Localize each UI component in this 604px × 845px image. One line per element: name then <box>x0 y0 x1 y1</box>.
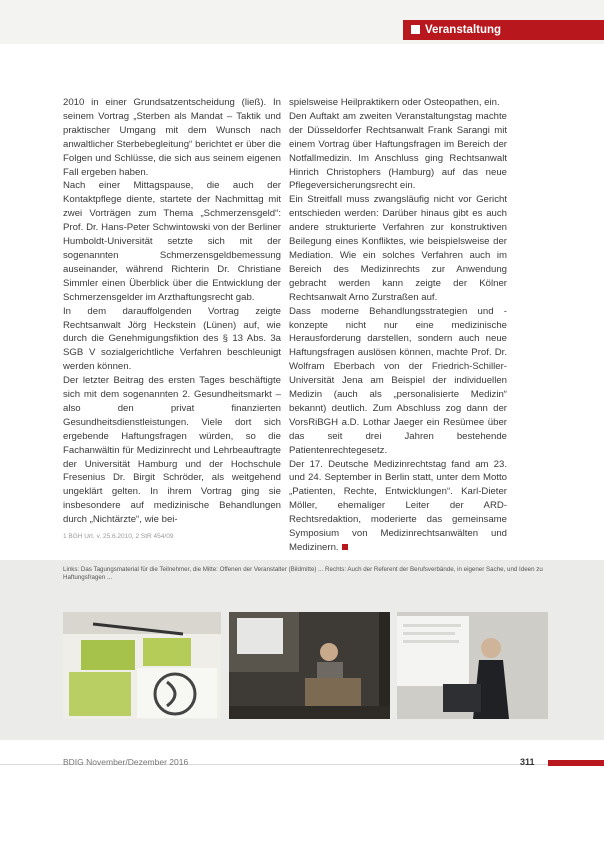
article-right-column <box>289 96 507 555</box>
article-end-icon <box>342 544 348 550</box>
article-paragraph: Der letzter Beitrag des ersten Tages beschäftigte sich mit dem sogenannten 2. Gesundheitsmarkt – also den privat finanzierten Gesundheitsdienstleistungen. Viele dort sich ergebende Haftungsfragen würden, so die Fachanwältin für Medizinrecht und Lehrbeauftragte der Universität Hamburg und der Hochschule Fresenius Dr. Birgit Schröder, als weitgehend ungeklärt gelten. In ihrem Vortrag ging sie insbesondere auf medizinische Behandlungen durch „Nichtärzte“, wie bei- <box>63 375 281 526</box>
page-accent-bar <box>548 760 604 766</box>
page-number: 311 <box>520 757 535 767</box>
speaker-at-lectern-photo <box>229 612 390 719</box>
photo-caption: Links: Das Tagungsmaterial für die Teilnehmer, die Mitte: Offenen der Veranstalter (Bildmitte) ... Rechts: Auch der Referent der Berufsverbände, in eigener Sache, und Ideen zu Haftungsfragen ... <box>63 566 543 582</box>
speaker-presentation-photo <box>397 612 548 719</box>
section-label <box>403 20 604 40</box>
article-paragraph-last: Der 17. Deutsche Medizinrechtstag fand am 23. und 24. September in Berlin statt, unter dem Motto „Patienten, Rechte, Entwicklungen“. Karl-Dieter Möller, ehemaliger Leiter der ARD-Rechtsredaktion, moderierte das gemeinsame Symposium von Medizinrechtsanwälten und Medizinern. <box>289 458 507 553</box>
conference-materials-photo <box>63 612 221 719</box>
section-label-text: Veranstaltung <box>425 24 502 36</box>
article-paragraph: spielsweise Heilpraktikern oder Osteopathen, ein. <box>289 97 500 108</box>
article-paragraph: 2010 in einer Grundsatzentscheidung (ließ). In seinem Vortrag „Sterben als Mandat – Taktik und praktischer Umgang mit dem Wunsch nach anwaltlicher Sterbebegleitung“ berichtet er über die Folgen und Schlüsse, die sich aus seinem eigenen Fall ergeben haben. <box>63 97 281 178</box>
section-square-icon <box>411 25 420 34</box>
article-paragraph: Den Auftakt am zweiten Veranstaltungstag machte der Düsseldorfer Rechtsanwalt Frank Sarangi mit einem Vortrag über Haftungsfragen im Bereich der Notfallmedizin. Im Anschluss ging Rechtsanwalt Hinrich Christophers (Hamburg) auf das neue Pflegeversicherungsrecht ein. <box>289 110 507 192</box>
article-left-column <box>63 96 281 527</box>
article-paragraph: In dem darauffolgenden Vortrag zeigte Rechtsanwalt Jörg Heckstein (Lünen) auf, wie durch die Genehmigungsfiktion des § 13 Abs. 3a SGB V sozialgerichtliche Verfahren beschleunigt werden können. <box>63 305 281 373</box>
article-paragraph: Dass moderne Behandlungsstrategien und -konzepte nicht nur eine medizinische Herausforderung darstellen, sondern auch neue Haftungsfragen auslösen können, machte Prof. Dr. Wolfram Eberbach von der Friedrich-Schiller-Universität Jena am Beispiel der individuellen Medizin (auch als „personalisierte Medizin“ bekannt) deutlich. Zum Abschluss zog dann der VorsRiBGH a.D. Lothar Jaeger ein Resümee über das seit drei Jahren bestehende Patientenrechtegesetz. <box>289 305 507 456</box>
footnote: 1 BGH Urt. v. 25.6.2010, 2 StR 454/09 <box>63 533 174 540</box>
article-paragraph: Nach einer Mittagspause, die auch der Kontaktpflege diente, startete der Nachmittag mit zwei Vorträgen zum Thema „Schmerzensgeld“: Prof. Dr. Hans-Peter Schwintowski von der Berliner Humboldt-Universität setzte sich mit der sogenannten Schmerzensgeldbemessung auseinander, während Richterin Dr. Christiane Simmler einen Überblick über die Entwicklung der Schmerzensgelder im Arzthaftungsrecht gab. <box>63 180 281 303</box>
article-paragraph: Ein Streitfall muss zwangsläufig nicht vor Gericht entschieden werden: Darüber hinaus gibt es auch andere strukturierte Verfahren zur konstruktiven Beilegung eines Konfliktes, wie beispielsweise der Mediation. Wie ein solches Verfahren auch im Bereich des Medizinrechts zur Anwendung gebracht werden kann zeigte der Kölner Rechtsanwalt Arno Zurstraßen auf. <box>289 194 507 303</box>
issue-line: BDIG November/Dezember 2016 <box>63 757 189 767</box>
